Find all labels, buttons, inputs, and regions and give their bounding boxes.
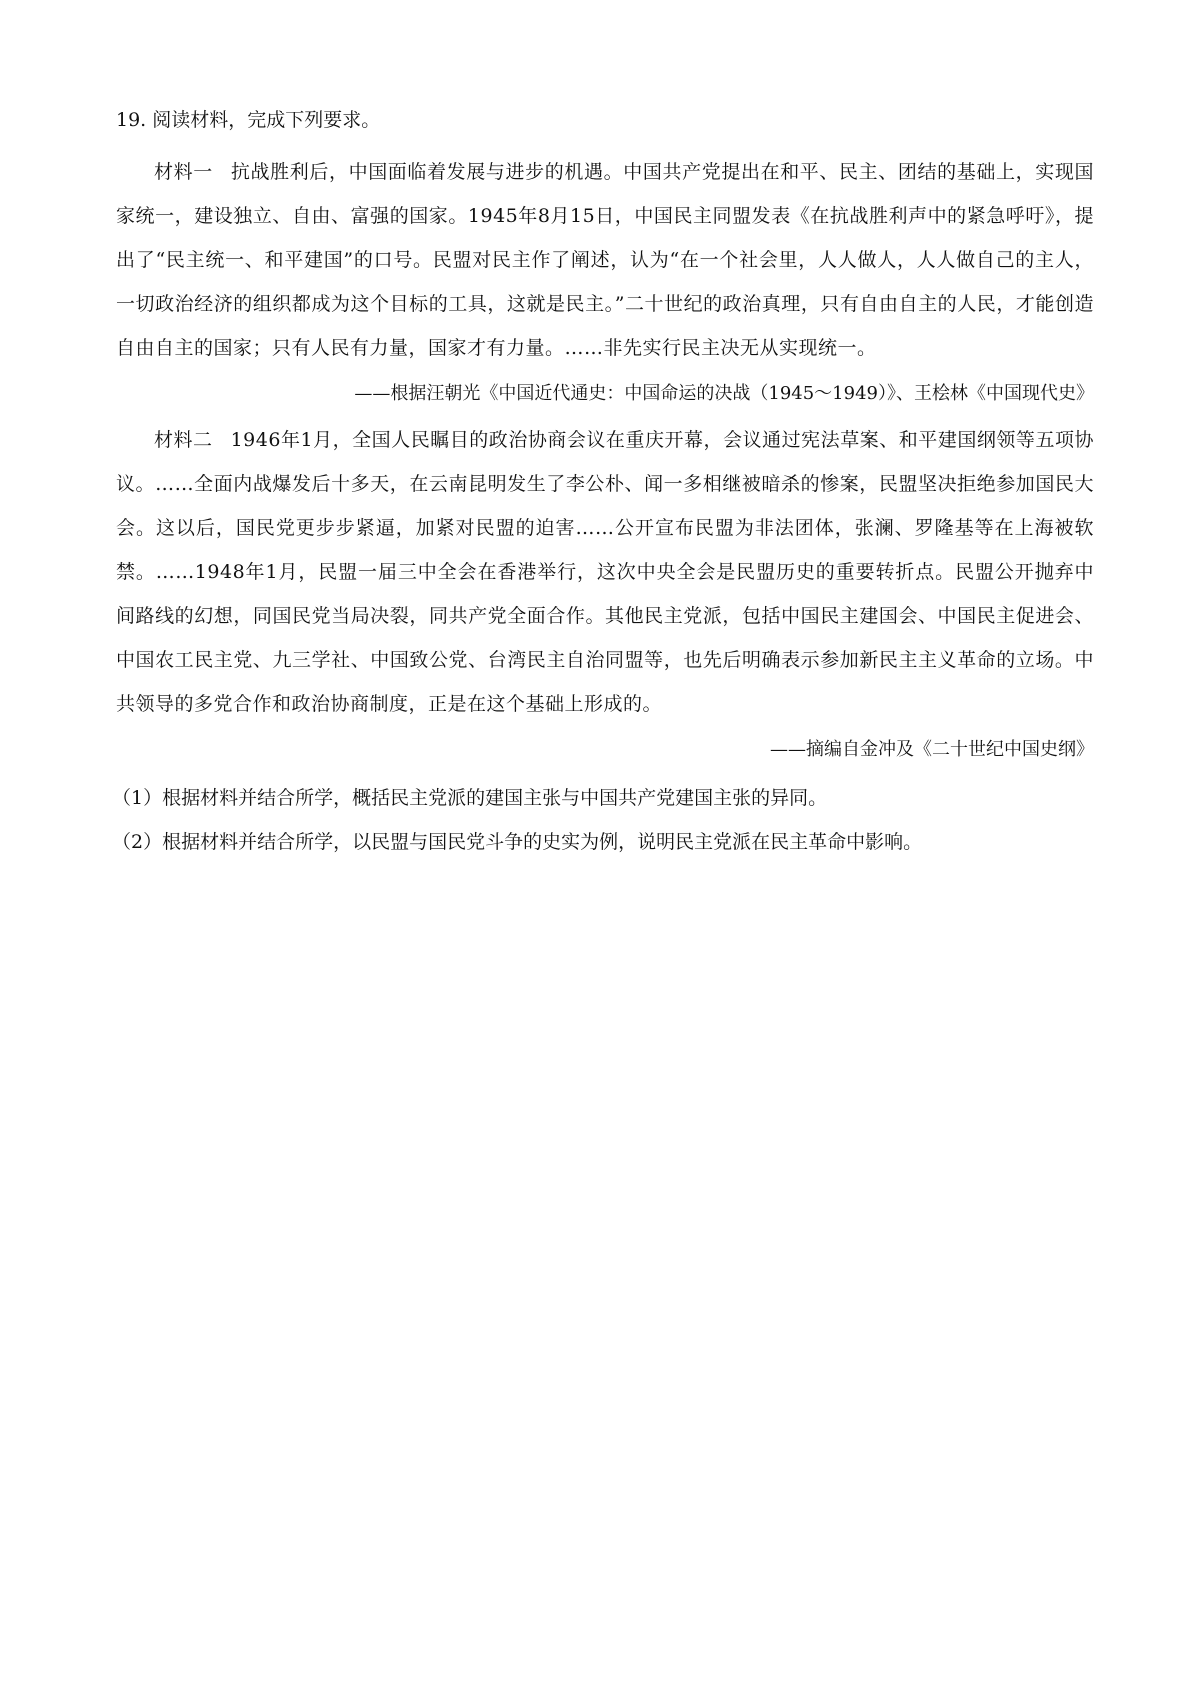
material-two-source: ——摘编自金冲及《二十世纪中国史纲》	[770, 739, 1094, 760]
material-two-paragraph	[116, 418, 1094, 726]
question-title: 19. 阅读材料，完成下列要求。	[116, 109, 381, 131]
material-two-label: 材料二	[154, 429, 213, 451]
material-two-text: 1946年1月，全国人民瞩目的政治协商会议在重庆开幕，会议通过宪法草案、和平建国纲领等五项协议。……全面内战爆发后十多天，在云南昆明发生了李公朴、闻一多相继被暗杀的惨案，民盟坚决拒绝参加国民大会。这以后，国民党更步步紧逼，加紧对民盟的迫害……公开宣布民盟为非法团体，张澜、罗隆基等在上海被软禁。……1948年1月，民盟一届三中全会在香港举行，这次中央全会是民盟历史的重要转折点。民盟公开抛弃中间路线的幻想，同国民党当局决裂，同共产党全面合作。其他民主党派，包括中国民主建国会、中国民主促进会、中国农工民主党、九三学社、中国致公党、台湾民主自治同盟等，也先后明确表示参加新民主主义革命的立场。中共领导的多党合作和政治协商制度，正是在这个基础上形成的。	[116, 429, 1094, 715]
sub-question-2: （2）根据材料并结合所学，以民盟与国民党斗争的史实为例，说明民主党派在民主革命中影响。	[112, 831, 923, 853]
sub-question-list	[112, 776, 1094, 864]
material-two	[116, 418, 1094, 772]
material-one-paragraph	[116, 150, 1094, 370]
material-one-label: 材料一	[154, 161, 213, 183]
sub-question-1: （1）根据材料并结合所学，概括民主党派的建国主张与中国共产党建国主张的异同。	[112, 787, 828, 809]
question-block	[112, 98, 1094, 864]
material-one	[116, 150, 1094, 416]
material-one-text: 抗战胜利后，中国面临着发展与进步的机遇。中国共产党提出在和平、民主、团结的基础上，实现国家统一，建设独立、自由、富强的国家。1945年8月15日，中国民主同盟发表《在抗战胜利声中的紧急呼吁》，提出了“民主统一、和平建国”的口号。民盟对民主作了阐述，认为“在一个社会里，人人做人，人人做自己的主人，一切政治经济的组织都成为这个目标的工具，这就是民主。”二十世纪的政治真理，只有自由自主的人民，才能创造自由自主的国家；只有人民有力量，国家才有力量。……非先实行民主决无从实现统一。	[116, 161, 1094, 359]
material-one-source: ——根据汪朝光《中国近代通史：中国命运的决战（1945～1949）》、王桧林《中国现代史》	[354, 383, 1094, 404]
